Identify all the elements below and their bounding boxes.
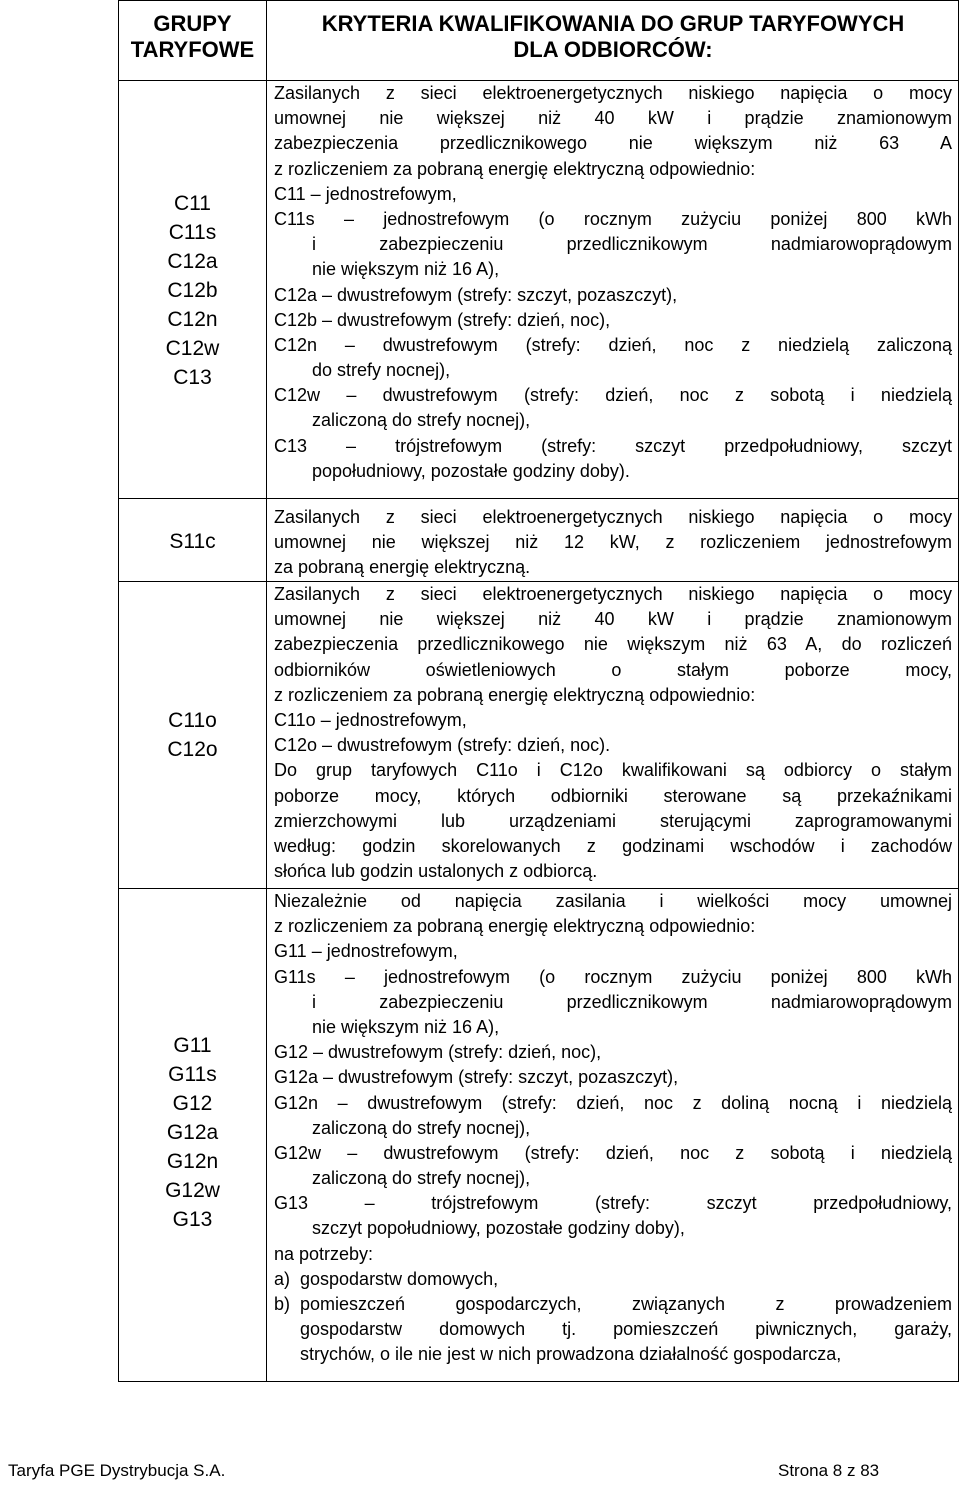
row-3-criteria <box>274 582 952 884</box>
criteria-line: do strefy nocnej), <box>312 360 451 381</box>
criteria-line: zaliczoną do strefy nocnej), <box>312 1117 531 1138</box>
criteria-line: G12a – dwustrefowym (strefy: szczyt, pozaszczyt), <box>274 1067 679 1088</box>
row-4-codes <box>119 1031 266 1234</box>
criteria-line: za pobraną energię elektryczną. <box>274 557 531 578</box>
criteria-line: Zasilanych z sieci elektroenergetycznych niskiego napięcia o mocy <box>274 584 952 604</box>
header-criteria <box>267 11 959 63</box>
list-item-continuation: strychów, o ile nie jest w nich prowadzona działalność gospodarcza, <box>300 1344 842 1365</box>
row-2-criteria <box>274 505 952 581</box>
tariff-code: C12n <box>167 308 218 331</box>
criteria-line: C12w – dwustrefowym (strefy: dzień, noc z sobotą i niedzielą <box>274 385 952 406</box>
criteria-line: G12w – dwustrefowym (strefy: dzień, noc z sobotą i niedzielą <box>274 1142 952 1163</box>
criteria-line: C11 – jednostrefowym, <box>274 183 457 204</box>
criteria-line: zmierzchowymi lub urządzeniami sterującymi zaprogramowanymi <box>274 810 952 831</box>
criteria-line: z rozliczeniem za pobraną energię elektryczną odpowiednio: <box>274 916 756 937</box>
criteria-line: C12b – dwustrefowym (strefy: dzień, noc), <box>274 309 611 330</box>
criteria-line: słońca lub godzin ustalonych z odbiorcą. <box>274 861 598 882</box>
tariff-code: C12o <box>167 738 218 761</box>
tariff-code: C13 <box>173 366 212 389</box>
header-criteria-line: DLA ODBIORCÓW: <box>513 37 713 62</box>
criteria-line: z rozliczeniem za pobraną energię elektryczną odpowiednio: <box>274 684 756 705</box>
list-item <box>274 1292 952 1317</box>
criteria-line: popołudniowy, pozostałe godziny doby). <box>312 460 630 481</box>
criteria-line: umownej nie większej niż 12 kW, z rozliczeniem jednostrefowym <box>274 532 952 553</box>
criteria-line: C12a – dwustrefowym (strefy: szczyt, pozaszczyt), <box>274 284 678 305</box>
row-4-criteria <box>274 889 952 1368</box>
tariff-table <box>118 0 959 1382</box>
criteria-line: nie większym niż 16 A), <box>312 259 500 280</box>
criteria-line: C12n – dwustrefowym (strefy: dzień, noc z niedzielą zaliczoną <box>274 334 952 355</box>
criteria-line: C12o – dwustrefowym (strefy: dzień, noc). <box>274 735 611 756</box>
list-item-text: gospodarstw domowych, <box>300 1268 499 1289</box>
tariff-code: C12w <box>165 337 220 360</box>
criteria-line: G13 – trójstrefowym (strefy: szczyt przedpołudniowy, <box>274 1193 952 1214</box>
criteria-line: zabezpieczenia przedlicznikowego nie większym niż 63 A, do rozliczeń <box>274 634 952 655</box>
list-item <box>274 1267 952 1292</box>
row-1-codes <box>119 189 266 392</box>
tariff-code: G12w <box>165 1179 220 1202</box>
criteria-line: Zasilanych z sieci elektroenergetycznych niskiego napięcia o mocy <box>274 507 952 527</box>
criteria-line: zaliczoną do strefy nocnej), <box>312 1168 531 1189</box>
tariff-code: G12 <box>172 1092 213 1115</box>
tariff-code: C12a <box>167 250 218 273</box>
list-marker: a) <box>274 1268 291 1289</box>
tariff-code: G11 <box>173 1034 212 1057</box>
row-divider <box>119 498 958 499</box>
criteria-line: G11s – jednostrefowym (o rocznym zużyciu poniżej 800 kWh <box>274 966 952 987</box>
tariff-code: G13 <box>172 1208 213 1231</box>
tariff-code: G12n <box>166 1150 219 1173</box>
criteria-line: Zasilanych z sieci elektroenergetycznych niskiego napięcia o mocy <box>274 83 952 103</box>
criteria-line: według: godzin skorelowanych z godzinami wschodów i zachodów <box>274 835 952 856</box>
tariff-code: G11s <box>168 1063 217 1086</box>
criteria-line: umownej nie większej niż 40 kW i prądzie znamionowym <box>274 108 952 129</box>
criteria-line: z rozliczeniem za pobraną energię elektryczną odpowiednio: <box>274 158 756 179</box>
criteria-line: Do grup taryfowych C11o i C12o kwalifikowani są odbiorcy o stałym <box>274 760 952 781</box>
criteria-line: C11s – jednostrefowym (o rocznym zużyciu poniżej 800 kWh <box>274 208 952 229</box>
header-groups <box>119 11 266 63</box>
criteria-line: zabezpieczenia przedlicznikowego nie większym niż 63 A <box>274 133 952 154</box>
criteria-line: poborze mocy, których odbiorniki sterowane są przekaźnikami <box>274 785 952 806</box>
criteria-line: szczyt popołudniowy, pozostałe godziny doby), <box>312 1218 685 1239</box>
list-item-text: pomieszczeń gospodarczych, związanych z prowadzeniem <box>300 1294 952 1314</box>
tariff-code: C11 <box>174 192 211 215</box>
footer-page-number: Strona 8 z 83 <box>778 1461 880 1480</box>
tariff-code: S11c <box>169 530 216 553</box>
list-item-continuation: gospodarstw domowych tj. pomieszczeń piwnicznych, garaży, <box>300 1319 952 1340</box>
criteria-line: C13 – trójstrefowym (strefy: szczyt przedpołudniowy, szczyt <box>274 435 952 456</box>
criteria-line: G11 – jednostrefowym, <box>274 941 458 962</box>
header-criteria-line: KRYTERIA KWALIFIKOWANIA DO GRUP TARYFOWYCH <box>321 11 905 36</box>
criteria-line: G12n – dwustrefowym (strefy: dzień, noc z doliną nocną i niedzielą <box>274 1092 952 1113</box>
criteria-line: Niezależnie od napięcia zasilania i wielkości mocy umownej <box>274 891 952 911</box>
header-groups-line: TARYFOWE <box>130 37 255 62</box>
criteria-line: G12 – dwustrefowym (strefy: dzień, noc), <box>274 1042 602 1063</box>
tariff-code: C11s <box>168 221 217 244</box>
tariff-code: C12b <box>167 279 218 302</box>
criteria-line: i zabezpieczeniu przedlicznikowym nadmiarowoprądowym <box>312 234 952 255</box>
criteria-line: C11o – jednostrefowym, <box>274 709 467 730</box>
tariff-code: G12a <box>166 1121 219 1144</box>
list-marker: b) <box>274 1294 291 1314</box>
column-divider <box>266 1 267 1381</box>
row-2-codes <box>119 527 266 556</box>
criteria-line: na potrzeby: <box>274 1243 374 1264</box>
criteria-line: umownej nie większej niż 40 kW i prądzie znamionowym <box>274 609 952 630</box>
tariff-code: C11o <box>168 709 217 732</box>
row-3-codes <box>119 706 266 764</box>
criteria-line: i zabezpieczeniu przedlicznikowym nadmiarowoprądowym <box>312 991 952 1012</box>
criteria-line: nie większym niż 16 A), <box>312 1016 500 1037</box>
criteria-line: odbiorników oświetleniowych o stałym poborze mocy, <box>274 659 952 680</box>
criteria-line: zaliczoną do strefy nocnej), <box>312 410 531 431</box>
row-1-criteria <box>274 81 952 484</box>
header-groups-line: GRUPY <box>153 11 232 36</box>
footer-left: Taryfa PGE Dystrybucja S.A. <box>8 1461 226 1480</box>
